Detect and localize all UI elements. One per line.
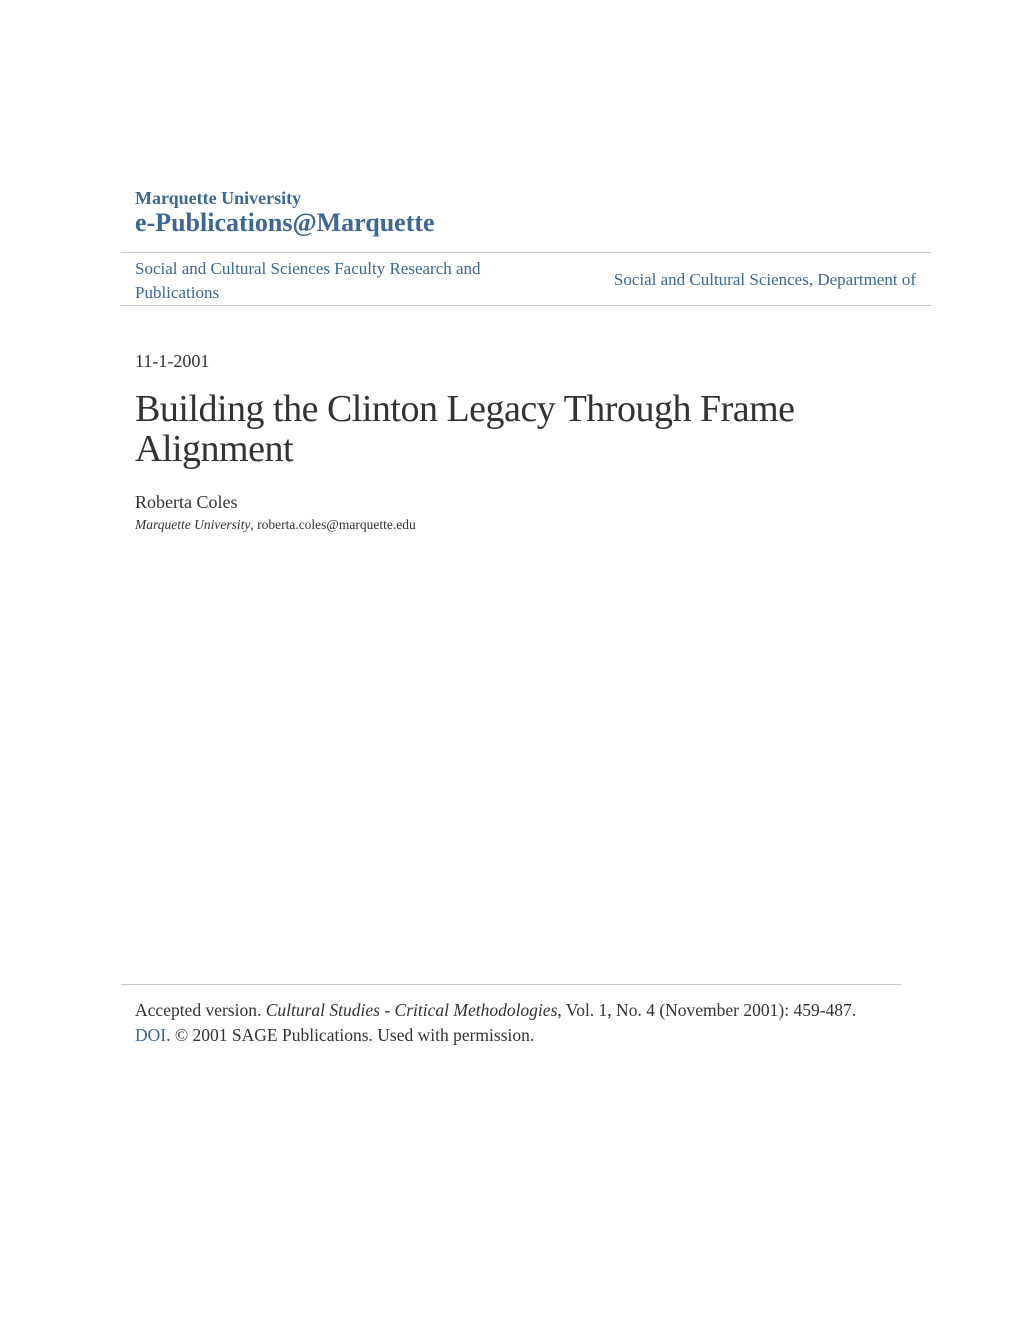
author-email: roberta.coles@marquette.edu bbox=[257, 517, 416, 532]
author-name: Roberta Coles bbox=[135, 492, 238, 512]
repository-link[interactable]: e-Publications@Marquette bbox=[135, 208, 435, 237]
citation-suffix: . © 2001 SAGE Publications. Used with permission. bbox=[166, 1025, 535, 1045]
doi-link[interactable]: DOI bbox=[135, 1025, 167, 1045]
header-rule-top bbox=[121, 252, 931, 253]
citation-rule bbox=[121, 984, 901, 985]
university-name: Marquette University bbox=[135, 188, 302, 208]
affiliation-name: Marquette University bbox=[135, 517, 251, 532]
citation bbox=[135, 998, 915, 1048]
publication-date: 11-1-2001 bbox=[135, 351, 210, 371]
article-title: Building the Clinton Legacy Through Frame Alignment bbox=[135, 388, 795, 470]
citation-details: , Vol. 1, No. 4 (November 2001): 459-487. bbox=[557, 1000, 857, 1020]
citation-prefix: Accepted version. bbox=[135, 1000, 266, 1020]
affiliation-separator: , bbox=[250, 517, 258, 532]
collection-link[interactable]: Social and Cultural Sciences Faculty Research and Publications bbox=[135, 259, 481, 302]
journal-name: Cultural Studies - Critical Methodologies bbox=[265, 1000, 558, 1020]
author-affiliation bbox=[135, 517, 416, 533]
header-rule-bottom bbox=[121, 305, 931, 306]
department-link[interactable]: Social and Cultural Sciences, Department of bbox=[613, 270, 916, 289]
